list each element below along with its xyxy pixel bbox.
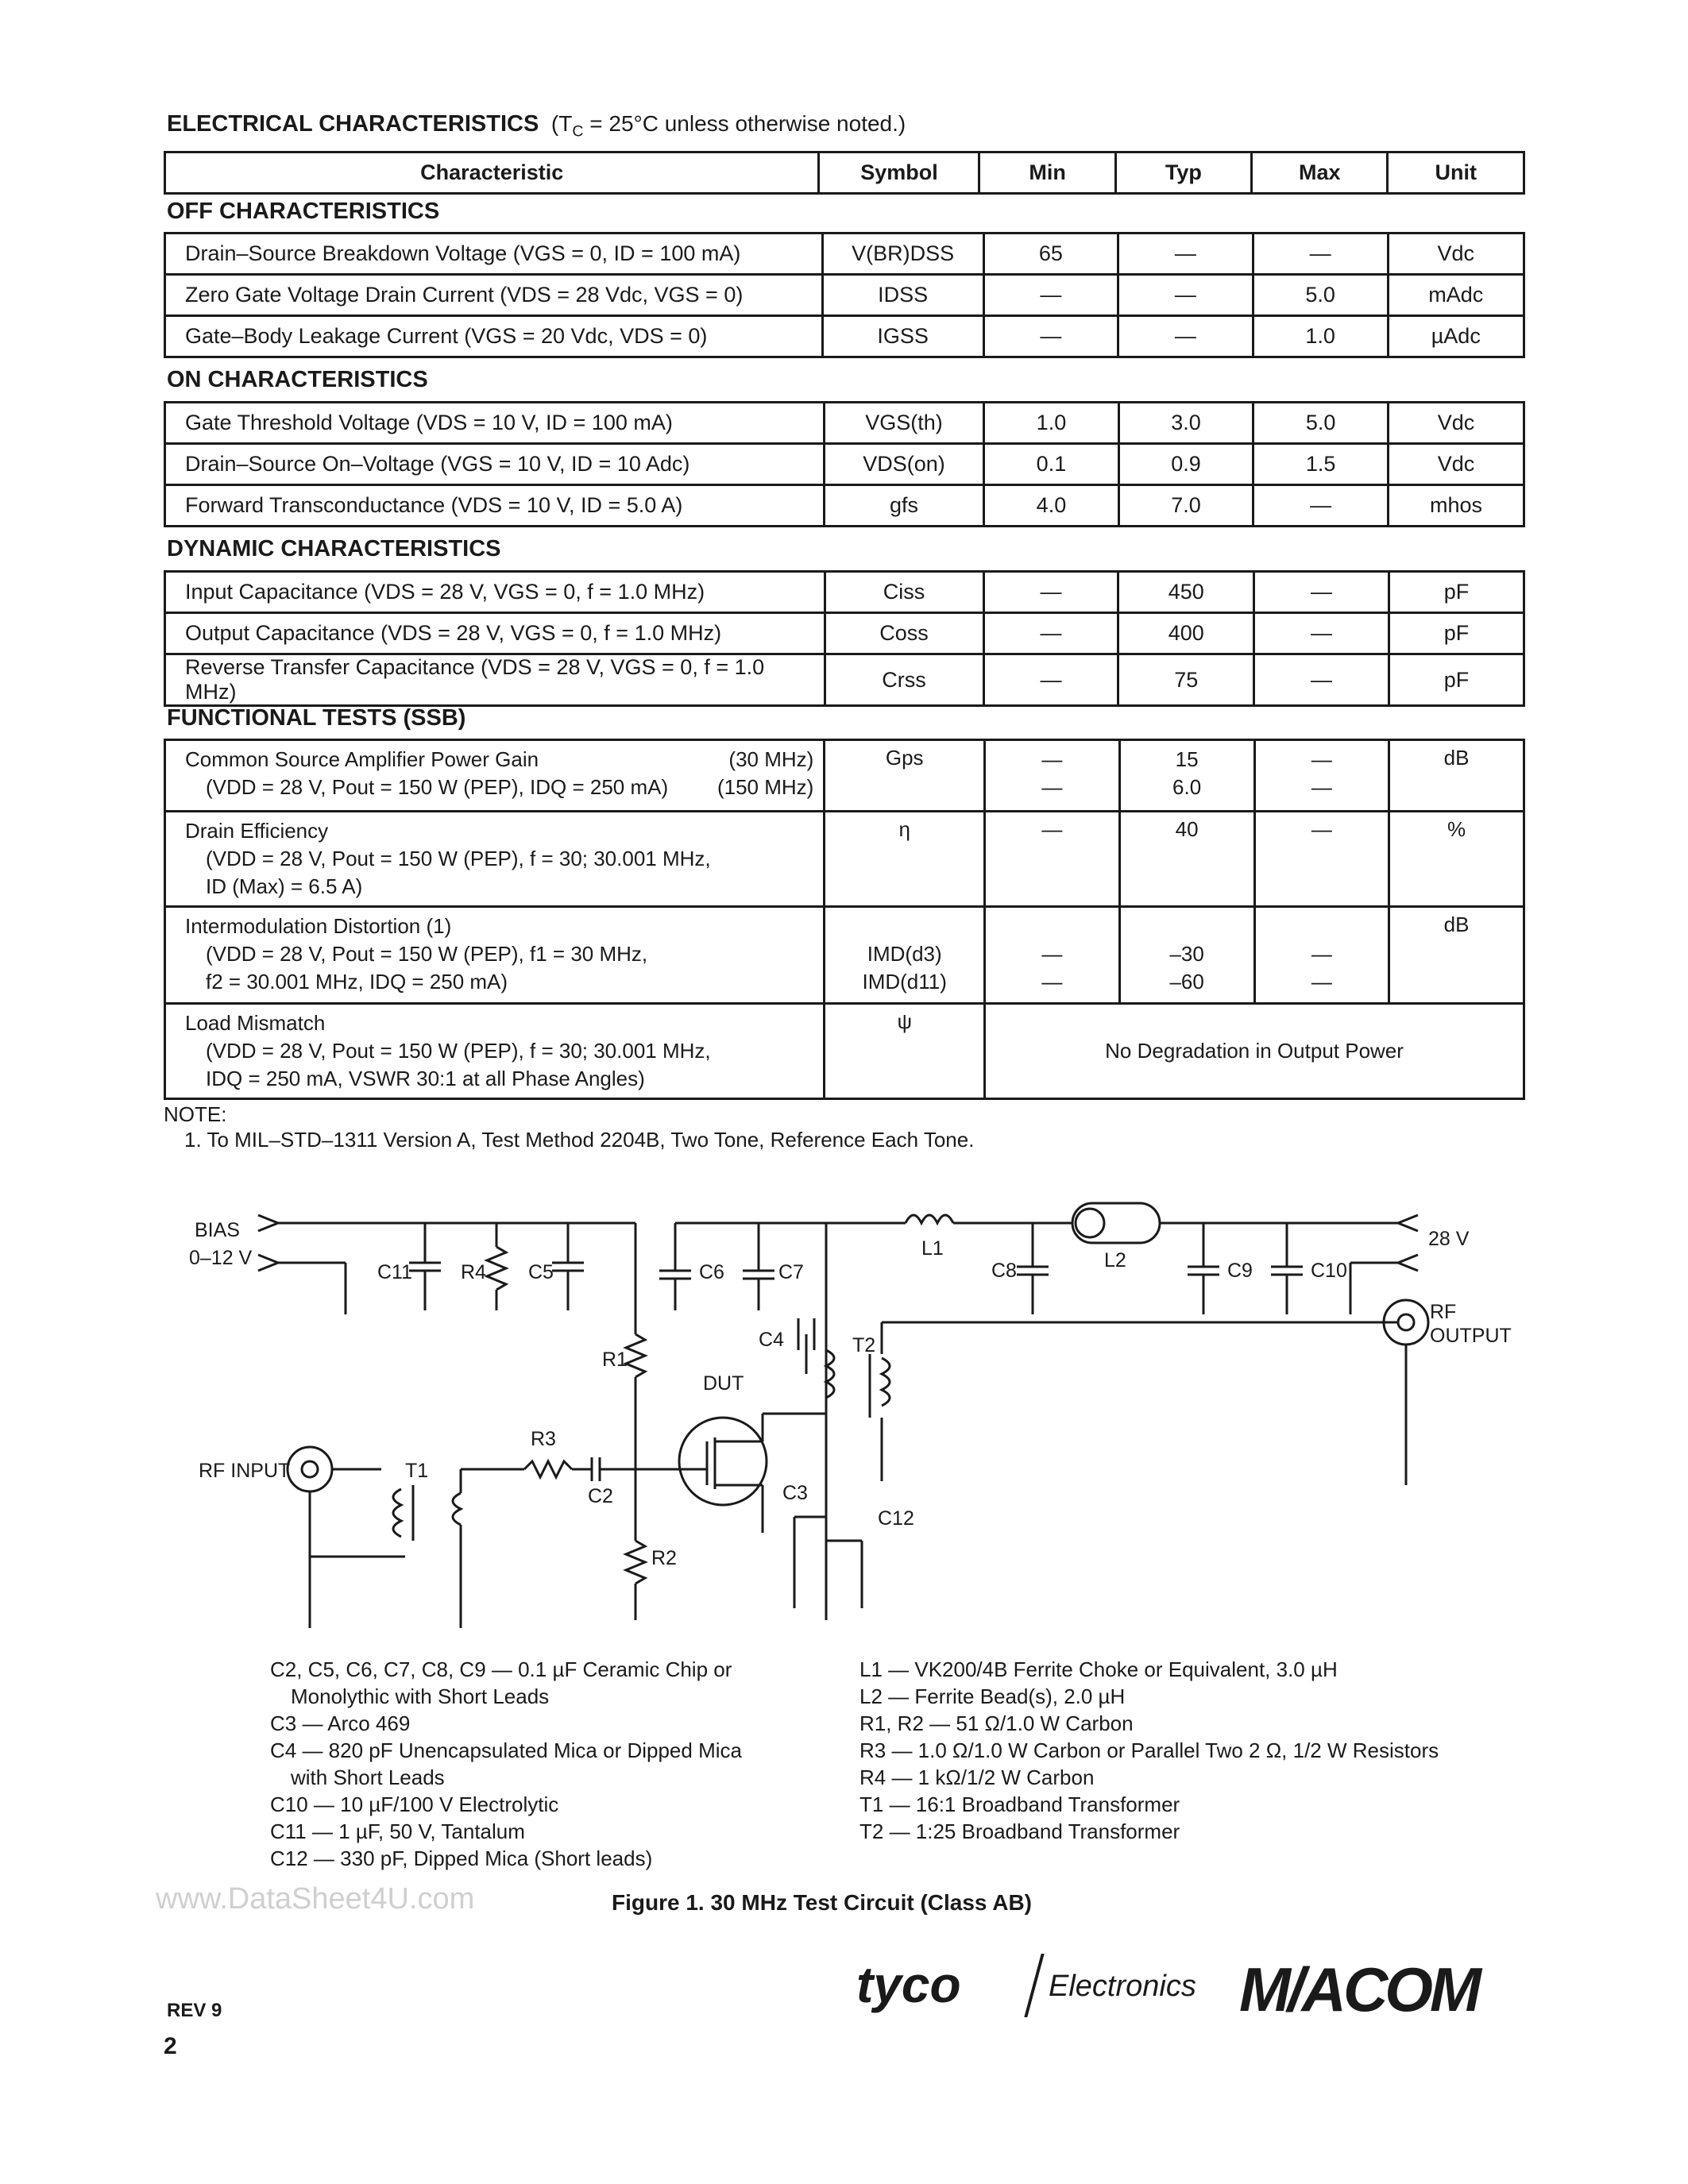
cell-unit: pF	[1389, 613, 1524, 654]
page-title: ELECTRICAL CHARACTERISTICS	[167, 111, 539, 137]
table-row	[165, 572, 1524, 613]
cell-result: No Degradation in Output Power	[985, 1004, 1524, 1099]
cell-min: 4.0	[984, 485, 1119, 527]
label-dut: DUT	[703, 1372, 744, 1395]
label-r2: R2	[651, 1547, 677, 1569]
revision-label: REV 9	[167, 2000, 222, 2021]
table-functional	[164, 739, 1525, 1100]
section-functional: FUNCTIONAL TESTS (SSB)	[167, 705, 466, 731]
cell-char: Zero Gate Voltage Drain Current (VDS = 28 Vdc, VGS = 0)	[165, 275, 823, 316]
cell-sym: Ciss	[825, 572, 983, 613]
cell-unit: mhos	[1388, 485, 1524, 527]
cell-max: — —	[1254, 907, 1389, 1004]
table-row	[165, 233, 1524, 275]
section-on: ON CHARACTERISTICS	[167, 367, 428, 392]
label-28v: 28 V	[1428, 1228, 1470, 1250]
cell-char: Load Mismatch (VDD = 28 V, Pout = 150 W (PEP), f = 30; 30.001 MHz, IDQ = 250 mA, VSWR 30:1 at all Phase Angles)	[165, 1004, 825, 1099]
table-row	[165, 444, 1524, 485]
cell-char: Gate Threshold Voltage (VDS = 10 V, ID = 100 mA)	[165, 403, 825, 444]
list-item: T2 — 1:25 Broadband Transformer	[859, 1819, 1180, 1843]
cell-typ: 3.0	[1118, 403, 1253, 444]
cell-char: Intermodulation Distortion (1) (VDD = 28 V, Pout = 150 W (PEP), f1 = 30 MHz, f2 = 30.001 MHz, IDQ = 250 mA)	[165, 907, 825, 1004]
label-r1: R1	[602, 1349, 628, 1371]
list-item: C12 — 330 pF, Dipped Mica (Short leads)	[270, 1846, 653, 1870]
label-c10: C10	[1311, 1260, 1347, 1282]
table-row	[165, 1004, 1524, 1099]
cell-unit: pF	[1389, 572, 1524, 613]
section-dynamic: DYNAMIC CHARACTERISTICS	[167, 536, 501, 561]
label-c11: C11	[377, 1261, 413, 1283]
label-r3: R3	[531, 1428, 556, 1450]
list-item: R3 — 1.0 Ω/1.0 W Carbon or Parallel Two 2 Ω, 1/2 W Resistors	[859, 1738, 1439, 1762]
label-c7: C7	[778, 1261, 804, 1283]
cell-max: 1.5	[1253, 444, 1389, 485]
table-row	[165, 613, 1524, 654]
table-row	[165, 812, 1524, 907]
table-row	[165, 740, 1524, 812]
cell-unit: Vdc	[1388, 233, 1524, 275]
logo-divider	[1024, 1954, 1044, 2017]
list-item: R1, R2 — 51 Ω/1.0 W Carbon	[859, 1711, 1134, 1735]
table-dynamic	[164, 570, 1525, 707]
list-item: C11 — 1 µF, 50 V, Tantalum	[270, 1819, 525, 1843]
cell-min: —	[983, 316, 1118, 357]
col-min: Min	[979, 152, 1115, 194]
list-item: Monolythic with Short Leads	[291, 1684, 550, 1708]
label-c8: C8	[991, 1260, 1017, 1282]
table-row	[165, 403, 1524, 444]
col-max: Max	[1251, 152, 1387, 194]
label-t2: T2	[852, 1334, 876, 1356]
cell-max: —	[1254, 613, 1389, 654]
cell-unit: Vdc	[1388, 444, 1524, 485]
cell-unit: %	[1389, 812, 1524, 907]
label-c9: C9	[1227, 1260, 1253, 1282]
list-item: C10 — 10 µF/100 V Electrolytic	[270, 1792, 559, 1816]
section-off: OFF CHARACTERISTICS	[167, 199, 440, 224]
cell-sym: gfs	[824, 485, 983, 527]
cell-max: 5.0	[1253, 403, 1389, 444]
cell-max: —	[1254, 572, 1389, 613]
cell-max: 5.0	[1253, 275, 1388, 316]
list-item: T1 — 16:1 Broadband Transformer	[859, 1792, 1180, 1816]
cell-typ: —	[1118, 275, 1253, 316]
cell-sym: VGS(th)	[824, 403, 983, 444]
cell-char: Drain Efficiency (VDD = 28 V, Pout = 150 W (PEP), f = 30; 30.001 MHz, ID (Max) = 6.5 A)	[165, 812, 825, 907]
cell-char: Drain–Source Breakdown Voltage (VGS = 0, ID = 100 mA)	[165, 233, 823, 275]
cell-typ: —	[1118, 233, 1253, 275]
cell-max: —	[1254, 654, 1389, 706]
cell-unit: dB	[1389, 907, 1524, 1004]
cell-sym: ψ	[825, 1004, 985, 1099]
label-c2: C2	[588, 1485, 613, 1507]
cell-min: — —	[985, 740, 1120, 812]
cell-sym: η	[825, 812, 985, 907]
label-rf-out-2: OUTPUT	[1430, 1325, 1512, 1347]
table-row	[165, 485, 1524, 527]
label-bias-range: 0–12 V	[189, 1247, 253, 1269]
parts-list-right	[859, 1656, 1439, 1845]
cell-min: —	[983, 613, 1118, 654]
col-unit: Unit	[1388, 152, 1524, 194]
section-heading	[167, 111, 906, 141]
cell-char: Common Source Amplifier Power Gain (30 MHz) (VDD = 28 V, Pout = 150 W (PEP), IDQ = 250 mA) (150 MHz)	[165, 740, 825, 812]
label-rf-input: RF INPUT	[199, 1460, 291, 1482]
watermark: www.DataSheet4U.com	[156, 1882, 475, 1916]
cell-char: Reverse Transfer Capacitance (VDS = 28 V, VGS = 0, f = 1.0 MHz)	[165, 654, 825, 706]
cell-min: —	[983, 654, 1118, 706]
cell-max: — —	[1254, 740, 1389, 812]
cell-sym: VDS(on)	[824, 444, 983, 485]
title-condition: ($T_C = 25^\circ C$ unless otherwise noted.)	[550, 111, 906, 141]
label-t1: T1	[405, 1460, 429, 1482]
cell-unit: mAdc	[1388, 275, 1524, 316]
test-circuit-schematic	[0, 1175, 1688, 1652]
label-c6: C6	[699, 1261, 724, 1283]
cell-typ: 40	[1119, 812, 1254, 907]
cell-min: — —	[985, 907, 1120, 1004]
cell-max: —	[1254, 812, 1389, 907]
cell-sym: Coss	[825, 613, 983, 654]
cell-typ: 0.9	[1118, 444, 1253, 485]
table-row	[165, 654, 1524, 706]
cell-typ: 450	[1118, 572, 1254, 613]
list-item: C3 — Arco 469	[270, 1711, 411, 1735]
cell-unit: µAdc	[1388, 316, 1524, 357]
note-label: NOTE:	[164, 1102, 227, 1126]
parts-list-left	[270, 1656, 742, 1872]
label-rf-out-1: RF	[1430, 1301, 1457, 1323]
cell-min: —	[983, 572, 1118, 613]
cell-min: 65	[983, 233, 1118, 275]
list-item: C4 — 820 pF Unencapsulated Mica or Dipped Mica	[270, 1738, 742, 1762]
table-row	[165, 316, 1524, 357]
label-bias: BIAS	[195, 1219, 240, 1241]
note-text: 1. To MIL–STD–1311 Version A, Test Method 2204B, Two Tone, Reference Each Tone.	[184, 1128, 975, 1152]
table-off	[164, 232, 1525, 358]
list-item: with Short Leads	[291, 1765, 445, 1789]
cell-sym: IGSS	[822, 316, 983, 357]
label-c5: C5	[528, 1261, 554, 1283]
macom-logo: M/ACOM	[1239, 1954, 1478, 2024]
cell-unit: dB	[1389, 740, 1524, 812]
cell-sym: Crss	[825, 654, 983, 706]
list-item: L2 — Ferrite Bead(s), 2.0 µH	[859, 1684, 1126, 1708]
table-header	[164, 151, 1525, 195]
cell-typ: 15 6.0	[1119, 740, 1254, 812]
cell-min: —	[983, 275, 1118, 316]
cell-char: Forward Transconductance (VDS = 10 V, ID = 5.0 A)	[165, 485, 825, 527]
cell-typ: –30 –60	[1119, 907, 1254, 1004]
cell-min: —	[985, 812, 1120, 907]
electronics-logo: Electronics	[1049, 1970, 1196, 2003]
cell-char: Output Capacitance (VDS = 28 V, VGS = 0, f = 1.0 MHz)	[165, 613, 825, 654]
list-item: R4 — 1 kΩ/1/2 W Carbon	[859, 1765, 1095, 1789]
cell-typ: 400	[1118, 613, 1254, 654]
col-characteristic: Characteristic	[165, 152, 819, 194]
cell-max: 1.0	[1253, 316, 1388, 357]
cell-max: —	[1253, 233, 1388, 275]
cell-min: 0.1	[984, 444, 1119, 485]
cell-unit: Vdc	[1388, 403, 1524, 444]
table-on	[164, 401, 1525, 527]
label-c12: C12	[878, 1507, 914, 1530]
label-r4: R4	[461, 1261, 486, 1283]
table-row	[165, 907, 1524, 1004]
cell-char: Drain–Source On–Voltage (VGS = 10 V, ID = 10 Adc)	[165, 444, 825, 485]
cell-typ: 75	[1118, 654, 1254, 706]
figure-caption: Figure 1. 30 MHz Test Circuit (Class AB)	[612, 1890, 1032, 1915]
cell-unit: pF	[1389, 654, 1524, 706]
cell-min: 1.0	[984, 403, 1119, 444]
col-typ: Typ	[1115, 152, 1251, 194]
cell-max: —	[1253, 485, 1389, 527]
cell-char: Gate–Body Leakage Current (VGS = 20 Vdc, VDS = 0)	[165, 316, 823, 357]
cell-typ: —	[1118, 316, 1253, 357]
label-l1: L1	[921, 1237, 944, 1260]
label-l2: L2	[1104, 1249, 1126, 1271]
tyco-logo: tyco	[856, 1956, 961, 2013]
cell-sym: IMD(d3) IMD(d11)	[825, 907, 985, 1004]
cell-typ: 7.0	[1118, 485, 1253, 527]
page-number: 2	[164, 2033, 177, 2059]
cell-sym: IDSS	[822, 275, 983, 316]
label-c3: C3	[782, 1482, 808, 1504]
label-c4: C4	[759, 1329, 784, 1351]
list-item: C2, C5, C6, C7, C8, C9 — 0.1 µF Ceramic Chip or	[270, 1657, 732, 1681]
col-symbol: Symbol	[819, 152, 979, 194]
cell-sym: V(BR)DSS	[822, 233, 983, 275]
list-item: L1 — VK200/4B Ferrite Choke or Equivalent, 3.0 µH	[859, 1657, 1338, 1681]
table-row	[165, 275, 1524, 316]
cell-char: Input Capacitance (VDS = 28 V, VGS = 0, f = 1.0 MHz)	[165, 572, 825, 613]
cell-sym: Gps	[825, 740, 985, 812]
